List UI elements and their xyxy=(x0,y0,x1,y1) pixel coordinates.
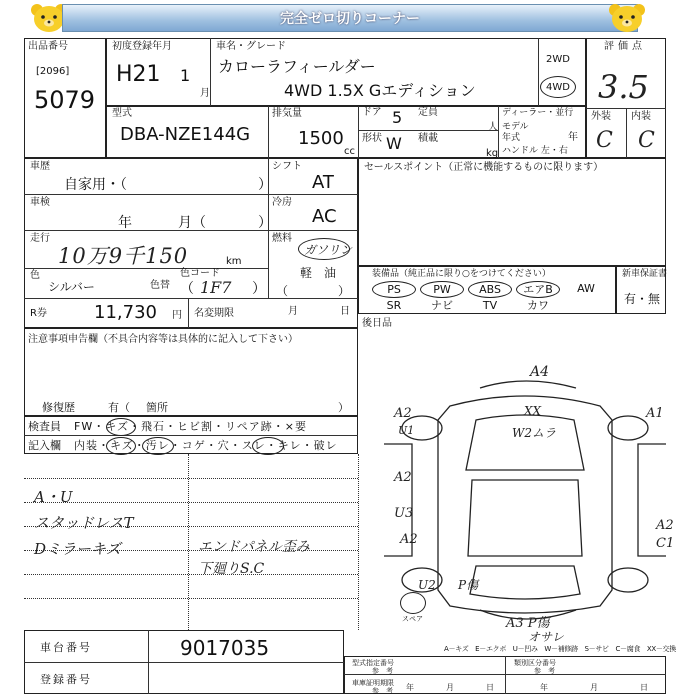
memo-line: A・U xyxy=(34,488,73,506)
mark-circle xyxy=(106,418,136,436)
dealer-label: ディーラー・並行 xyxy=(502,108,574,118)
exterior-value: C xyxy=(596,128,613,153)
displacement-unit: cc xyxy=(344,146,355,157)
equipment-item: PS xyxy=(372,281,416,298)
recycle-label: R券 xyxy=(30,308,47,319)
mark-circle xyxy=(252,437,284,455)
fuel-paren-close: ） xyxy=(338,284,351,298)
fuel-paren-open: （ xyxy=(276,284,289,298)
car-grade: 4WD 1.5X Gエディション xyxy=(284,81,476,100)
inspection-label: 車検 xyxy=(30,197,50,208)
repair-unit: 箇所 xyxy=(146,401,168,414)
footer-ref: 参 考 xyxy=(534,667,555,675)
mileage-unit: km xyxy=(226,256,242,267)
equipment-item: PW xyxy=(420,281,464,298)
equipment-item: カワ xyxy=(527,299,549,312)
footer-owner-label: 型式指定番号 xyxy=(352,659,394,667)
doors-label: ドア xyxy=(362,107,382,118)
footer-month: 月 xyxy=(590,683,598,692)
shift-label: シフト xyxy=(272,161,302,172)
first-reg-month: 1 xyxy=(180,66,191,85)
car-name-label: 車名・グレード xyxy=(216,41,286,52)
diagram-mark: U1 xyxy=(398,424,415,437)
ac-value: AC xyxy=(312,206,337,227)
diagram-mark: U2 xyxy=(418,578,436,592)
load-label: 積載 xyxy=(418,133,438,144)
footer-reg-date-label: 車庫証明期限 xyxy=(352,679,394,687)
handle-label: ハンドル 左・右 xyxy=(502,146,568,156)
model-value: DBA-NZE144G xyxy=(120,124,251,145)
spare-tire-icon xyxy=(400,592,426,614)
inspector-label: 検査員 xyxy=(28,420,61,433)
color-paren-close: ） xyxy=(252,281,266,297)
exterior-label: 外装 xyxy=(591,111,611,122)
diagram-mark: U3 xyxy=(394,506,414,521)
repair-value: 有（ xyxy=(108,401,130,414)
lot-sub: [2096] xyxy=(36,66,70,77)
diagram-mark: A2 xyxy=(394,406,412,421)
ac-label: 冷房 xyxy=(272,197,292,208)
fuel-gas: ガソリン xyxy=(304,243,353,257)
year-unit: 年 xyxy=(568,132,578,143)
color-code-label: 色コード xyxy=(180,268,220,279)
lot-label: 出品番号 xyxy=(28,41,68,52)
legend: A－キズ E－エクボ U－凹み W－補修跡 S－サビ C－腐食 XX－交換 xyxy=(444,645,676,653)
equipment-item: SR xyxy=(386,299,402,312)
equipment-item: TV xyxy=(482,299,498,312)
registration-label: 登録番号 xyxy=(40,673,92,686)
score-value: 3.5 xyxy=(598,68,649,106)
equipment-label: 装備品（純正品に限り○をつけてください） xyxy=(372,269,551,279)
mark-circle xyxy=(106,437,136,455)
spare-label: スペア xyxy=(402,615,423,623)
displacement-label: 排気量 xyxy=(272,108,302,119)
entry-label: 記入欄 xyxy=(28,439,61,452)
equipment-item: ナビ xyxy=(431,299,453,312)
fuel-label: 燃料 xyxy=(272,233,292,244)
capacity-unit: 人 xyxy=(488,122,498,133)
model-label: 型式 xyxy=(112,108,132,119)
footer-year: 年 xyxy=(406,683,414,692)
mark-circle xyxy=(142,437,174,455)
recycle-value: 11,730 xyxy=(94,302,157,323)
inspection-month: 月（ xyxy=(178,215,206,231)
color-code-value: 1F7 xyxy=(200,278,232,297)
load-unit: kg xyxy=(486,148,499,159)
diagram-mark: A2 xyxy=(394,470,412,485)
usage-label: 車歴 xyxy=(30,161,50,172)
color-paren-open: （ xyxy=(180,281,194,297)
usage-close: ） xyxy=(258,177,272,193)
page-title: 完全ゼロ切りコーナー xyxy=(62,4,638,32)
recycle-unit: 円 xyxy=(172,310,182,321)
interior-value: C xyxy=(638,128,655,153)
diagram-mark: オサレ xyxy=(528,630,564,644)
drive-4wd: 4WD xyxy=(546,82,570,93)
usage-value: 自家用・（ xyxy=(64,177,127,193)
model-year-label: モデル年式 xyxy=(502,122,529,143)
inspection-close: ） xyxy=(258,215,272,231)
diagram-mark: A2 xyxy=(656,518,674,533)
first-reg-era: H21 xyxy=(116,62,161,87)
lot-number: 5079 xyxy=(34,86,96,114)
equipment-row-1 xyxy=(372,281,612,297)
footer-year: 年 xyxy=(540,683,548,692)
inspector-items: FW・キズ・飛石・ヒビ割・リペア跡・×要 xyxy=(74,420,307,433)
equipment-item: ABS xyxy=(468,281,512,298)
first-reg-label: 初度登録年月 xyxy=(112,41,172,52)
memo-line: スタッドレスT xyxy=(34,514,134,532)
capacity-label: 定員 xyxy=(418,107,438,118)
chassis-label: 車台番号 xyxy=(40,641,92,654)
mileage-value: 10万9千150 xyxy=(58,244,189,268)
month-unit: 月 xyxy=(200,88,210,99)
equipment-item: AW xyxy=(577,282,595,295)
shape-value: W xyxy=(386,134,402,153)
color-value: シルバー xyxy=(48,280,95,294)
sales-point-box xyxy=(358,158,666,266)
memo-line: Dミラーキズ xyxy=(34,540,121,558)
diagram-mark: W2ムラ xyxy=(512,426,556,440)
color-label: 色 xyxy=(30,270,40,281)
memo-line: エンドパネル歪み xyxy=(198,539,310,555)
inspection-year: 年 xyxy=(118,215,132,231)
footer-day: 日 xyxy=(640,683,648,692)
warranty-value: 有・無 xyxy=(624,292,661,306)
interior-label: 内装 xyxy=(631,111,651,122)
car-name: カローラフィールダー xyxy=(218,57,376,76)
shape-label: 形状 xyxy=(362,133,382,144)
diagram-mark: A4 xyxy=(530,364,550,380)
color-change-label: 色替 xyxy=(150,280,170,291)
footer-ref: 参 考 xyxy=(372,667,393,675)
displacement-value: 1500 xyxy=(298,128,344,149)
fuel-diesel: 軽 油 xyxy=(300,266,337,280)
name-change-day: 日 xyxy=(340,306,350,317)
diagram-mark: A3 P傷 xyxy=(506,616,550,631)
diagram-mark: C1 xyxy=(656,536,675,551)
name-change-label: 名変期限 xyxy=(194,308,234,319)
repair-label: 修復歴 xyxy=(42,401,75,414)
repair-close: ） xyxy=(338,401,349,414)
diagram-mark: A1 xyxy=(646,406,664,421)
warranty-label: 新車保証書 xyxy=(622,269,668,279)
diagram-mark: A2 xyxy=(400,532,418,547)
equipment-item: エアB xyxy=(516,281,560,298)
footer-class-label: 類別区分番号 xyxy=(514,659,556,667)
mileage-label: 走行 xyxy=(30,233,50,244)
chassis-value: 9017035 xyxy=(180,636,270,660)
score-label: 評価点 xyxy=(604,41,646,52)
footer-ref: 参 考 xyxy=(372,687,393,695)
declaration-label: 注意事項申告欄（不具合内容等は具体的に記入して下さい） xyxy=(28,334,298,345)
diagram-mark: XX xyxy=(524,404,542,418)
diagram-mark: P傷 xyxy=(458,578,479,592)
drive-2wd: 2WD xyxy=(546,54,570,65)
footer-month: 月 xyxy=(446,683,454,692)
doors-value: 5 xyxy=(392,108,403,127)
equipment-row-2 xyxy=(372,298,612,314)
sales-point-label: セールスポイント（正常に機能するものに限ります） xyxy=(364,162,604,173)
bear-mascot-icon xyxy=(606,2,648,34)
name-change-month: 月 xyxy=(288,306,298,317)
shift-value: AT xyxy=(312,172,334,193)
entry-items: 内装・キズ・汚レ・コゲ・穴・スレ・キレ・破レ xyxy=(74,439,338,452)
footer-day: 日 xyxy=(486,683,494,692)
memo-line: 下廻りS.C xyxy=(198,561,265,577)
notes-back-label: 後日品 xyxy=(362,318,392,329)
